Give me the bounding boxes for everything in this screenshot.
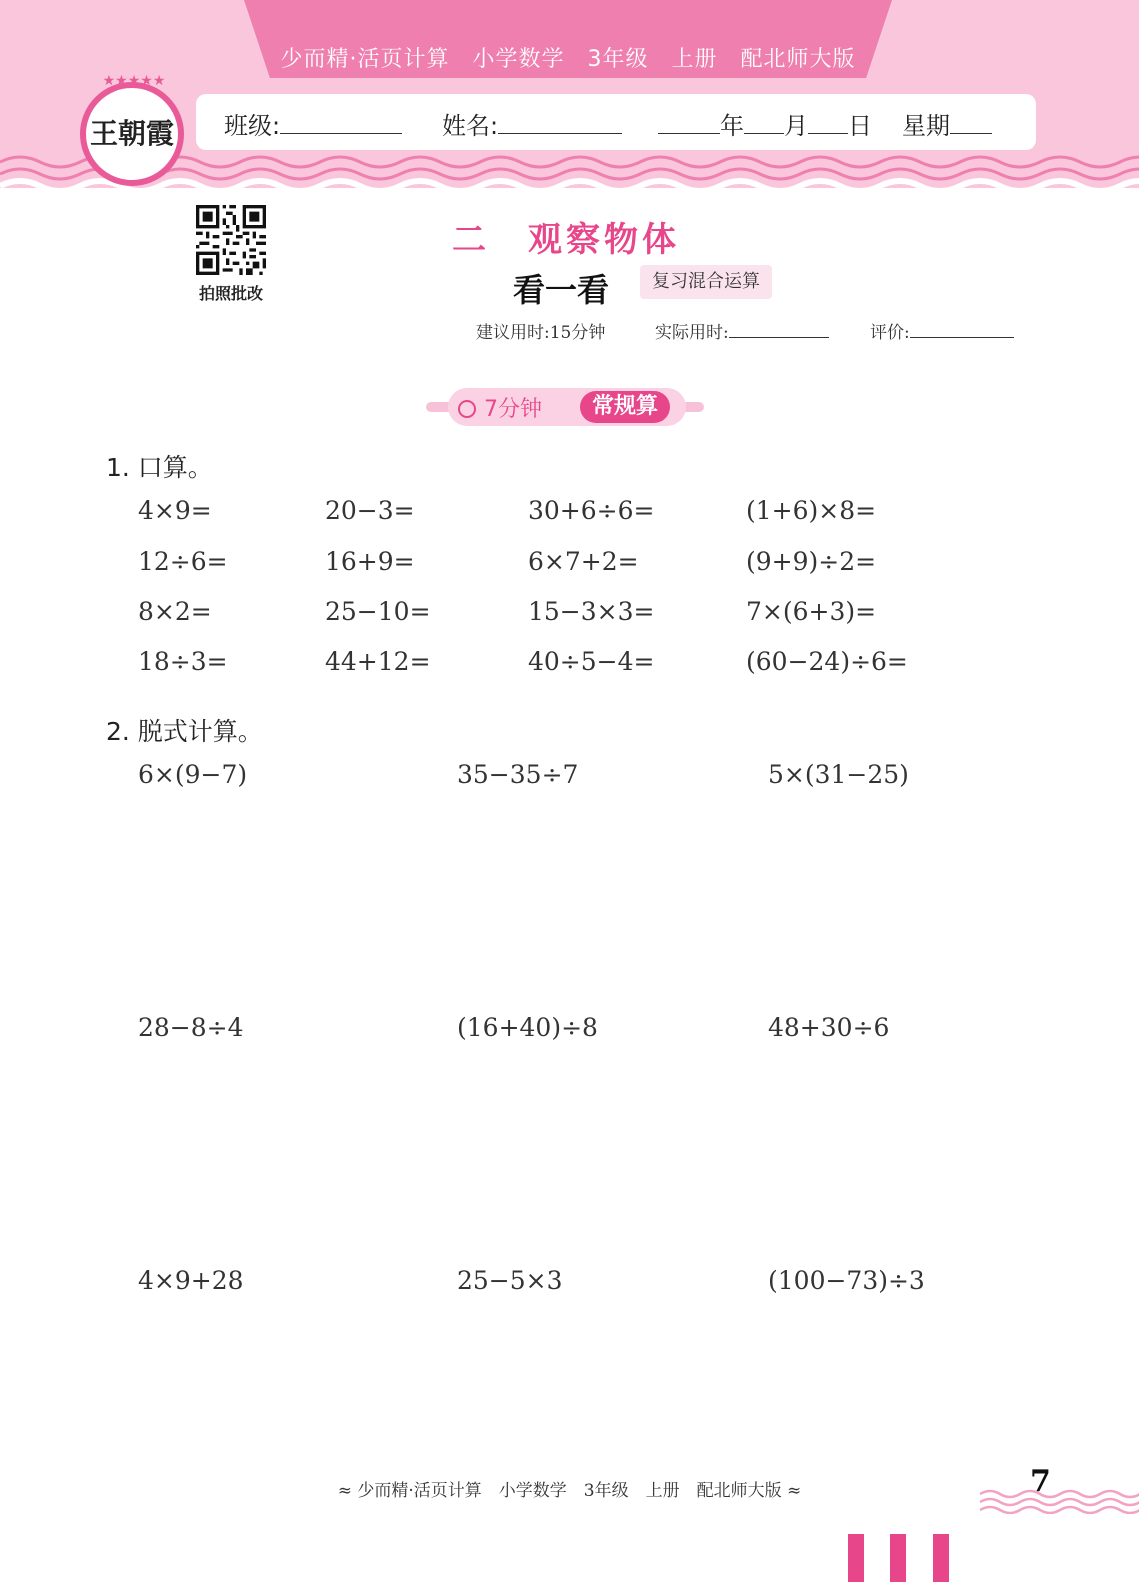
step-expression: 25−5×3 (457, 1266, 563, 1295)
oral-expression: 16+9= (325, 547, 415, 576)
section-time (458, 392, 542, 423)
oral-expression: 15−3×3= (528, 597, 655, 626)
decor-bar (848, 1534, 864, 1582)
year-label: 年 (720, 112, 744, 140)
evaluation-blank[interactable] (910, 319, 1014, 338)
class-label: 班级: (224, 112, 281, 140)
oral-expression: 20−3= (325, 496, 415, 525)
oral-expression: 6×7+2= (528, 547, 639, 576)
name-field[interactable] (442, 106, 622, 141)
actual-time-label: 实际用时: (655, 323, 729, 343)
evaluation-field[interactable] (870, 318, 1014, 343)
evaluation-label: 评价: (870, 323, 910, 343)
class-blank[interactable] (280, 111, 402, 134)
stopwatch-icon (458, 400, 476, 418)
day-blank[interactable] (808, 111, 848, 134)
qr-code-icon[interactable] (193, 205, 269, 275)
decor-bar (933, 1534, 949, 1582)
oral-expression: (9+9)÷2= (746, 547, 877, 576)
date-field[interactable] (658, 106, 992, 141)
oral-expression: 25−10= (325, 597, 431, 626)
year-blank[interactable] (658, 111, 720, 134)
month-blank[interactable] (744, 111, 784, 134)
weekday-blank[interactable] (950, 111, 992, 134)
oral-expression: (1+6)×8= (746, 496, 877, 525)
logo-stars-icon: ★★★★★ (102, 73, 166, 89)
footer-wave-decoration (980, 1488, 1139, 1514)
oral-expression: 40÷5−4= (528, 647, 655, 676)
chapter-title: 二 观察物体 (452, 220, 680, 260)
oral-expression: 18÷3= (138, 647, 228, 676)
oral-expression: 12÷6= (138, 547, 228, 576)
step-expression: (16+40)÷8 (457, 1013, 598, 1042)
footer-series: ≈ 少而精·活页计算 小学数学 3年级 上册 配北师大版 ≈ (337, 1481, 802, 1501)
logo-text: 王朝霞 (89, 117, 174, 150)
weekday-label: 星期 (902, 112, 950, 140)
class-field[interactable] (224, 106, 402, 141)
step-expression: 35−35÷7 (457, 760, 579, 789)
section-time-label: 7分钟 (484, 397, 542, 422)
page-number: 7 (1030, 1464, 1051, 1499)
oral-expression: 44+12= (325, 647, 431, 676)
name-label: 姓名: (442, 112, 499, 140)
month-label: 月 (784, 112, 808, 140)
series-title: 少而精·活页计算 小学数学 3年级 上册 配北师大版 (280, 47, 856, 72)
day-label: 日 (848, 112, 872, 140)
oral-expression: 4×9= (138, 496, 212, 525)
decor-bar (890, 1534, 906, 1582)
question-2-heading: 2. 脱式计算。 (106, 717, 263, 746)
actual-time-field[interactable] (655, 318, 829, 343)
step-expression: 5×(31−25) (768, 760, 909, 789)
step-expression: 48+30÷6 (768, 1013, 890, 1042)
oral-expression: 30+6÷6= (528, 496, 655, 525)
oral-expression: 8×2= (138, 597, 212, 626)
step-expression: (100−73)÷3 (768, 1266, 925, 1295)
question-1-heading: 1. 口算。 (106, 453, 213, 482)
step-expression: 28−8÷4 (138, 1013, 244, 1042)
suggested-time: 建议用时:15分钟 (476, 323, 606, 343)
oral-expression: 7×(6+3)= (746, 597, 877, 626)
actual-time-blank[interactable] (729, 319, 829, 338)
step-expression: 4×9+28 (138, 1266, 244, 1295)
lesson-tag: 复习混合运算 (640, 265, 772, 299)
step-expression: 6×(9−7) (138, 760, 248, 789)
name-blank[interactable] (498, 111, 622, 134)
section-type-badge: 常规算 (580, 391, 670, 423)
lesson-title: 看一看 (513, 271, 610, 309)
qr-label: 拍照批改 (198, 284, 263, 303)
oral-expression: (60−24)÷6= (746, 647, 908, 676)
